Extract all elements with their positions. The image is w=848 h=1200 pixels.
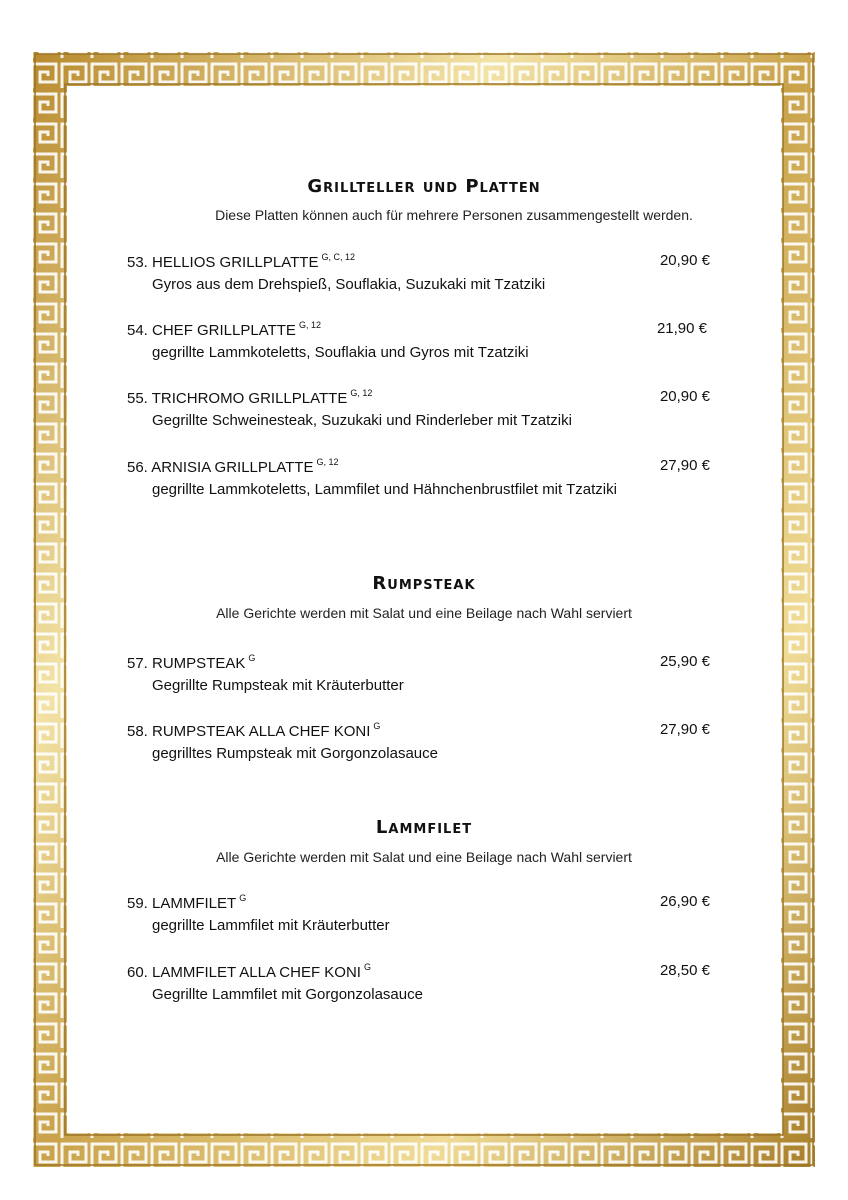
item-price: 27,90 € [659, 457, 710, 474]
allergen-codes: G [373, 721, 381, 731]
item-name: 59. LAMMFILET $^G$ [127, 893, 247, 912]
menu-item-55 [127, 388, 717, 429]
item-name: 58. RUMPSTEAK ALLA CHEF KONI $^G$ [127, 721, 381, 740]
section-subtitle-lammfilet: Alle Gerichte werden mit Salat und eine Beilage nach Wahl serviert [216, 849, 632, 865]
item-description: Gegrillte Rumpsteak mit Kräuterbutter [152, 677, 404, 694]
allergen-codes: G, 12 [298, 320, 321, 330]
allergen-codes: G, 12 [350, 388, 373, 398]
item-price: 28,50 € [659, 962, 710, 979]
item-description: gegrilltes Rumpsteak mit Gorgonzolasauce [152, 745, 438, 762]
item-description: gegrillte Lammfilet mit Kräuterbutter [152, 917, 390, 934]
allergen-codes: G [248, 653, 256, 663]
item-price: 25,90 € [659, 653, 710, 670]
item-name: 56. ARNISIA GRILLPLATTE $^{G, 12}$ [127, 457, 339, 476]
item-name: 54. CHEF GRILLPLATTE $^{G, 12}$ [127, 320, 321, 339]
section-title-rumpsteak: Rumpsteak [372, 573, 476, 594]
menu-item-58 [127, 721, 717, 762]
item-price: 20,90 € [659, 388, 710, 405]
allergen-codes: G, C, 12 [321, 252, 355, 262]
item-description: Gegrillte Schweinesteak, Suzukaki und Rinderleber mit Tzatziki [152, 412, 572, 429]
section-subtitle-rumpsteak: Alle Gerichte werden mit Salat und eine Beilage nach Wahl serviert [216, 605, 632, 621]
item-description: gegrillte Lammkoteletts, Souflakia und Gyros mit Tzatziki [152, 344, 529, 361]
item-name: 55. TRICHROMO GRILLPLATTE $^{G, 12}$ [127, 388, 373, 407]
item-price: 21,90 € [656, 320, 707, 337]
item-price: 27,90 € [659, 721, 710, 738]
item-price: 20,90 € [659, 252, 710, 269]
item-price: 26,90 € [659, 893, 710, 910]
section-title-lammfilet: Lammfilet [375, 817, 473, 838]
item-description: gegrillte Lammkoteletts, Lammfilet und Hähnchenbrustfilet mit Tzatziki [152, 481, 617, 498]
menu-item-53 [127, 252, 717, 293]
item-description: Gyros aus dem Drehspieß, Souflakia, Suzukaki mit Tzatziki [152, 276, 546, 293]
allergen-codes: G [239, 893, 247, 903]
menu-item-56 [127, 457, 717, 498]
item-name: 57. RUMPSTEAK $^G$ [127, 653, 256, 672]
menu-item-54 [127, 320, 717, 361]
item-name: 53. HELLIOS GRILLPLATTE $^{G, C, 12}$ [127, 252, 355, 271]
item-name: 60. LAMMFILET ALLA CHEF KONI $^G$ [127, 962, 371, 981]
menu-item-60 [127, 962, 717, 1003]
allergen-codes: G [363, 962, 371, 972]
item-description: Gegrillte Lammfilet mit Gorgonzolasauce [152, 986, 423, 1003]
section-subtitle-grillteller: Diese Platten können auch für mehrere Personen zusammengestellt werden. [215, 207, 693, 223]
allergen-codes: G, 12 [316, 457, 339, 467]
menu-item-57 [127, 653, 717, 694]
section-title-grillteller: Grillteller und Platten [307, 176, 541, 197]
menu-item-59 [127, 893, 717, 934]
